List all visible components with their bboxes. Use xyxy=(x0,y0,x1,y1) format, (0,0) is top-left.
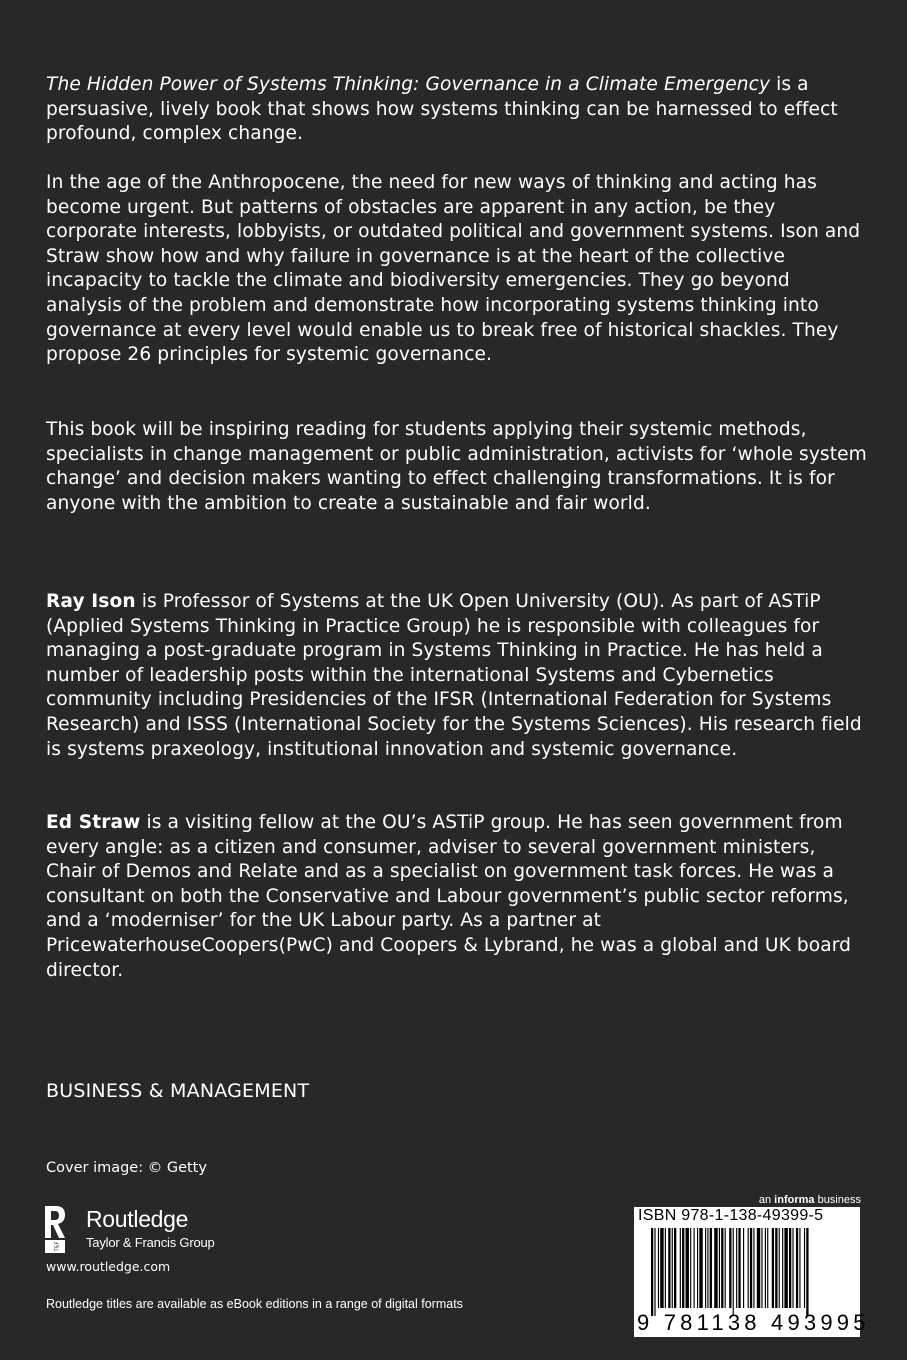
barcode-bar xyxy=(686,1228,689,1308)
informa-suffix: business xyxy=(814,1194,861,1206)
barcode-bar xyxy=(697,1228,698,1308)
barcode-bar xyxy=(694,1228,695,1308)
author-bio-text: is a visiting fellow at the OU’s ASTiP group. He has seen government from every angle: as a citizen and consumer, adviser to several government ministers, Chair of Demos and Relate and as a specialist on government task forces. He was a consultant on both the Conservative and Labour government’s public sector reforms, and a ‘moderniser’ for the UK Labour party. As a partner at PricewaterhouseCoopers(PwC) and Coopers & Lybrand, he was a global and UK board director. xyxy=(46,812,852,981)
barcode-bar xyxy=(665,1228,666,1308)
description-intro: is a persuasive, lively book that shows how systems thinking can be harnessed to effect profound, complex change. xyxy=(46,74,838,145)
informa-prefix: an xyxy=(758,1194,775,1206)
publisher-name: Routledge xyxy=(86,1206,189,1232)
barcode-bar xyxy=(736,1228,737,1308)
barcode-bar xyxy=(792,1228,793,1308)
author-bio-text: is Professor of Systems at the UK Open University (OU). As part of ASTiP (Applied Systems Thinking in Practice Group) he is responsible with colleagues for managing a post-graduate program in Systems Thinking in Practice. He has held a number of leadership posts within the international Systems and Cybernetics community including Presidencies of the IFSR (International Federation for Systems Research) and ISSS (International Society for the Systems Sciences). His research field is systems praxeology, institutional innovation and systemic governance. xyxy=(46,591,862,760)
barcode-bar xyxy=(690,1228,691,1308)
barcode-digits: 9 781138 493995 xyxy=(637,1310,870,1335)
barcode-bar xyxy=(682,1228,684,1308)
barcode-bar xyxy=(680,1228,681,1308)
informa-brand: informa xyxy=(774,1194,815,1206)
barcode-bar xyxy=(775,1228,777,1308)
author-name: Ed Straw xyxy=(46,812,141,833)
barcode-bar xyxy=(748,1228,749,1308)
barcode-bar xyxy=(750,1228,752,1308)
routledge-r-icon xyxy=(44,1204,66,1254)
barcode-bar xyxy=(658,1228,659,1308)
barcode-bar xyxy=(668,1228,670,1308)
cover-image-credit: Cover image: © Getty xyxy=(46,1160,207,1176)
publisher-group: Taylor & Francis Group xyxy=(86,1235,215,1250)
barcode-bar xyxy=(672,1228,673,1308)
description-paragraph-3: This book will be inspiring reading for students applying their systemic methods, specialists in change management or public administration, activists for ‘whole system change’ and decision makers wanting to effect challenging transformations. It is for anyone with the ambition to create a sustainable and fair world. xyxy=(46,419,867,514)
barcode-bar xyxy=(707,1228,708,1308)
subject-category: BUSINESS & MANAGEMENT xyxy=(46,1080,310,1102)
book-title: The Hidden Power of Systems Thinking: Governance in a Climate Emergency xyxy=(46,74,771,95)
svg-text:T&F: T&F xyxy=(54,1241,61,1252)
barcode-bar xyxy=(719,1228,720,1308)
publisher-website[interactable]: www.routledge.com xyxy=(46,1259,171,1274)
barcode-bar xyxy=(804,1228,805,1308)
barcode-bar xyxy=(782,1228,783,1308)
author-bio-ed-straw xyxy=(46,811,868,983)
barcode-bar xyxy=(767,1228,768,1308)
barcode-bar xyxy=(660,1228,663,1308)
isbn-barcode xyxy=(634,1207,870,1337)
barcode-bar xyxy=(743,1228,744,1308)
barcode-bar xyxy=(674,1228,676,1308)
author-name: Ray Ison xyxy=(46,591,136,612)
isbn-number: ISBN 978-1-138-49399-5 xyxy=(638,1207,824,1224)
barcode-bar xyxy=(772,1228,774,1308)
barcode-bar xyxy=(699,1228,702,1308)
informa-business-label xyxy=(759,1194,861,1206)
barcode-bar xyxy=(654,1228,655,1316)
barcode-bar xyxy=(725,1228,726,1308)
barcode-bar xyxy=(765,1228,766,1308)
routledge-logo xyxy=(44,1204,244,1254)
description-paragraph-2: In the age of the Anthropocene, the need for new ways of thinking and acting has become urgent. But patterns of obstacles are apparent in any action, be they corporate interests, lobbyists, or outdated political and government systems. Ison and Straw show how and why failure in governance is at the heart of the collective incapacity to tackle the climate and biodiversity emergencies. They go beyond analysis of the problem and demonstrate how incorporating systems thinking into governance at every level would enable us to break free of historical shackles. They propose 26 principles for systemic governance. xyxy=(46,172,861,366)
barcode-bar xyxy=(753,1228,754,1308)
ebook-note: Routledge titles are available as eBook editions in a range of digital formats xyxy=(46,1297,463,1311)
author-bio-ray-ison xyxy=(46,590,868,762)
barcode-bar xyxy=(705,1228,706,1308)
barcode-bar xyxy=(729,1228,731,1308)
barcode-bar xyxy=(757,1228,760,1308)
description-paragraph-1 xyxy=(46,73,868,147)
barcode-bar xyxy=(733,1228,734,1316)
barcode-bar xyxy=(651,1228,653,1316)
barcode-bar xyxy=(799,1228,800,1308)
barcode-bar xyxy=(710,1228,712,1308)
barcode-bar xyxy=(796,1228,798,1308)
barcode-bar xyxy=(761,1228,762,1308)
barcode-bar xyxy=(784,1228,787,1308)
barcode-bar xyxy=(721,1228,723,1308)
barcode-bar xyxy=(738,1228,740,1308)
barcode-bar xyxy=(714,1228,717,1308)
barcode-bar xyxy=(806,1228,808,1316)
barcode-bar xyxy=(779,1228,780,1308)
barcode-bar xyxy=(789,1228,791,1308)
